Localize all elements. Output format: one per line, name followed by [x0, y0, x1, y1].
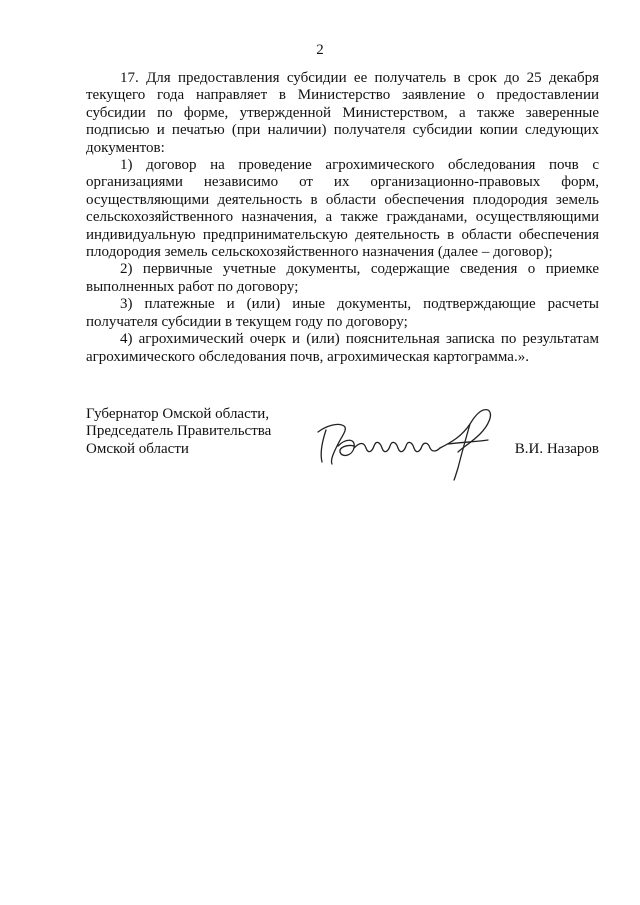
signatory-title-line-1: Губернатор Омской области, — [86, 406, 270, 422]
signatory-title-line-2: Председатель Правительства — [86, 423, 272, 440]
signatory-title-line-3: Омской области — [86, 440, 189, 457]
handwritten-signature — [312, 402, 497, 482]
paragraph-subitem-4: 4) агрохимический очерк и (или) пояснительная записка по результатам агрохимического обследования почв, агрохимическая картограмма.». — [86, 331, 599, 365]
paragraph-subitem-1: 1) договор на проведение агрохимического обследования почв с организациями независимо от их организационно-правовых форм, осуществляющими деятельность в области обеспечения плодородия земель сельскохозяйственного назначения, а также гражданами, осуществляющими индивидуальную предпринимательскую деятельность в области обеспечения плодородия земель сельскохозяйственного назначения (далее – договор); — [86, 157, 599, 261]
page-number: 2 — [316, 42, 324, 58]
paragraph-subitem-3: 3) платежные и (или) иные документы, подтверждающие расчеты получателя субсидии в текущем году по договору; — [86, 296, 599, 330]
signatory-name: В.И. Назаров — [514, 441, 599, 457]
paragraph-item-17: 17. Для предоставления субсидии ее получатель в срок до 25 декабря текущего года направляет в Министерство заявление о предоставлении субсидии по форме, утвержденной Министерством, а также заверенные подписью и печатью (при наличии) получателя субсидии копии следующих документов: — [86, 70, 599, 156]
document-body — [86, 70, 599, 366]
signatory-title — [86, 406, 271, 458]
paragraph-subitem-2: 2) первичные учетные документы, содержащие сведения о приемке выполненных работ по договору; — [86, 261, 599, 295]
